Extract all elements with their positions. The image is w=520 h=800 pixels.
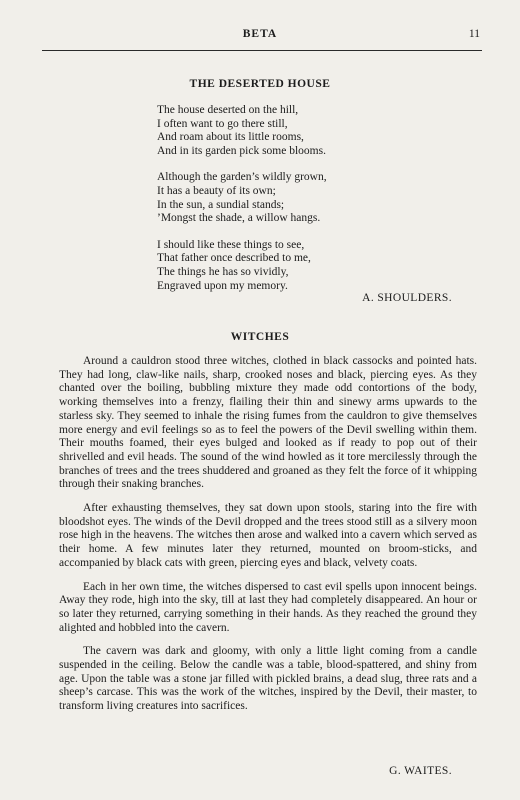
story-paragraph-3: Each in her own time, the witches dispersed to cast evil spells upon innocent beings. Away they rode, high into the sky, till at last they had completely disappeared. An hour or so later they returned, carrying something in their hands. As they reached the ground they alighted and hobbled into the cavern. <box>59 580 477 634</box>
poem-line: I should like these things to see, <box>157 238 305 251</box>
story-author: G. WAITES. <box>389 765 452 777</box>
page-number: 11 <box>468 28 480 40</box>
poem-line: It has a beauty of its own; <box>157 184 276 197</box>
poem-stanza-1 <box>157 104 477 158</box>
poem-line: The things he has so vividly, <box>157 265 289 278</box>
poem-stanza-3 <box>157 239 477 293</box>
poem-title: THE DESERTED HOUSE <box>189 78 331 90</box>
poem-line: Engraved upon my memory. <box>157 279 288 292</box>
story-paragraph-4: The cavern was dark and gloomy, with only a little light coming from a candle suspended in the ceiling. Below the candle was a table, blood-spattered, and shiny from age. Upon the table was a stone jar filled with pickled brains, a dead slug, three rats and a sheep’s carcase. This was the work of the witches, inspired by the Devil, their master, to transform living creatures into sacrifices. <box>59 645 477 713</box>
poem-author: A. SHOULDERS. <box>362 292 452 304</box>
header-rule <box>42 50 482 51</box>
story-title: WITCHES <box>230 331 290 343</box>
poem-line: That father once described to me, <box>157 252 311 265</box>
story-paragraph-1: Around a cauldron stood three witches, clothed in black cassocks and pointed hats. They had long, claw-like nails, sharp, crooked noses and black, piercing eyes. As they chanted over the boiling, bubbling mixture they made odd contortions of the body, working themselves into a frenzy, flailing their thin and sinewy arms upwards to the starless sky. They seemed to inhale the rising fumes from the cauldron to give themselves more energy and evil feelings so as to feel the powers of the Devil swelling within them. Their mouths foamed, their eyes bulged and looked as if ready to pop out of their shrivelled and evil heads. The sound of the wind howled as it tore mercilessly through the branches of trees and the trees shuddered and groaned as they felt the force of it whipping through their snaking branches. <box>59 355 477 491</box>
poem-line: Although the garden’s wildly grown, <box>157 171 327 184</box>
poem-stanza-2 <box>157 171 477 225</box>
story-body <box>59 355 477 724</box>
story-paragraph-2: After exhausting themselves, they sat down upon stools, staring into the fire with bloodshot eyes. The winds of the Devil dropped and the trees stood still as a silvery moon rose high in the heavens. The witches then arose and walked into a cavern which served as their home. A few minutes later they returned, mounted on broom-sticks, and accompanied by black cats with green, piercing eyes and black, velvety coats. <box>59 502 477 569</box>
poem-line: In the sun, a sundial stands; <box>157 198 285 211</box>
poem-line: And in its garden pick some blooms. <box>157 144 326 157</box>
poem-line: ’Mongst the shade, a willow hangs. <box>157 212 321 225</box>
running-header <box>40 28 480 48</box>
poem-body <box>157 104 477 306</box>
journal-title: BETA <box>242 28 278 40</box>
poem-line: I often want to go there still, <box>157 117 288 130</box>
poem-line: The house deserted on the hill, <box>157 104 299 116</box>
poem-line: And roam about its little rooms, <box>157 131 304 144</box>
